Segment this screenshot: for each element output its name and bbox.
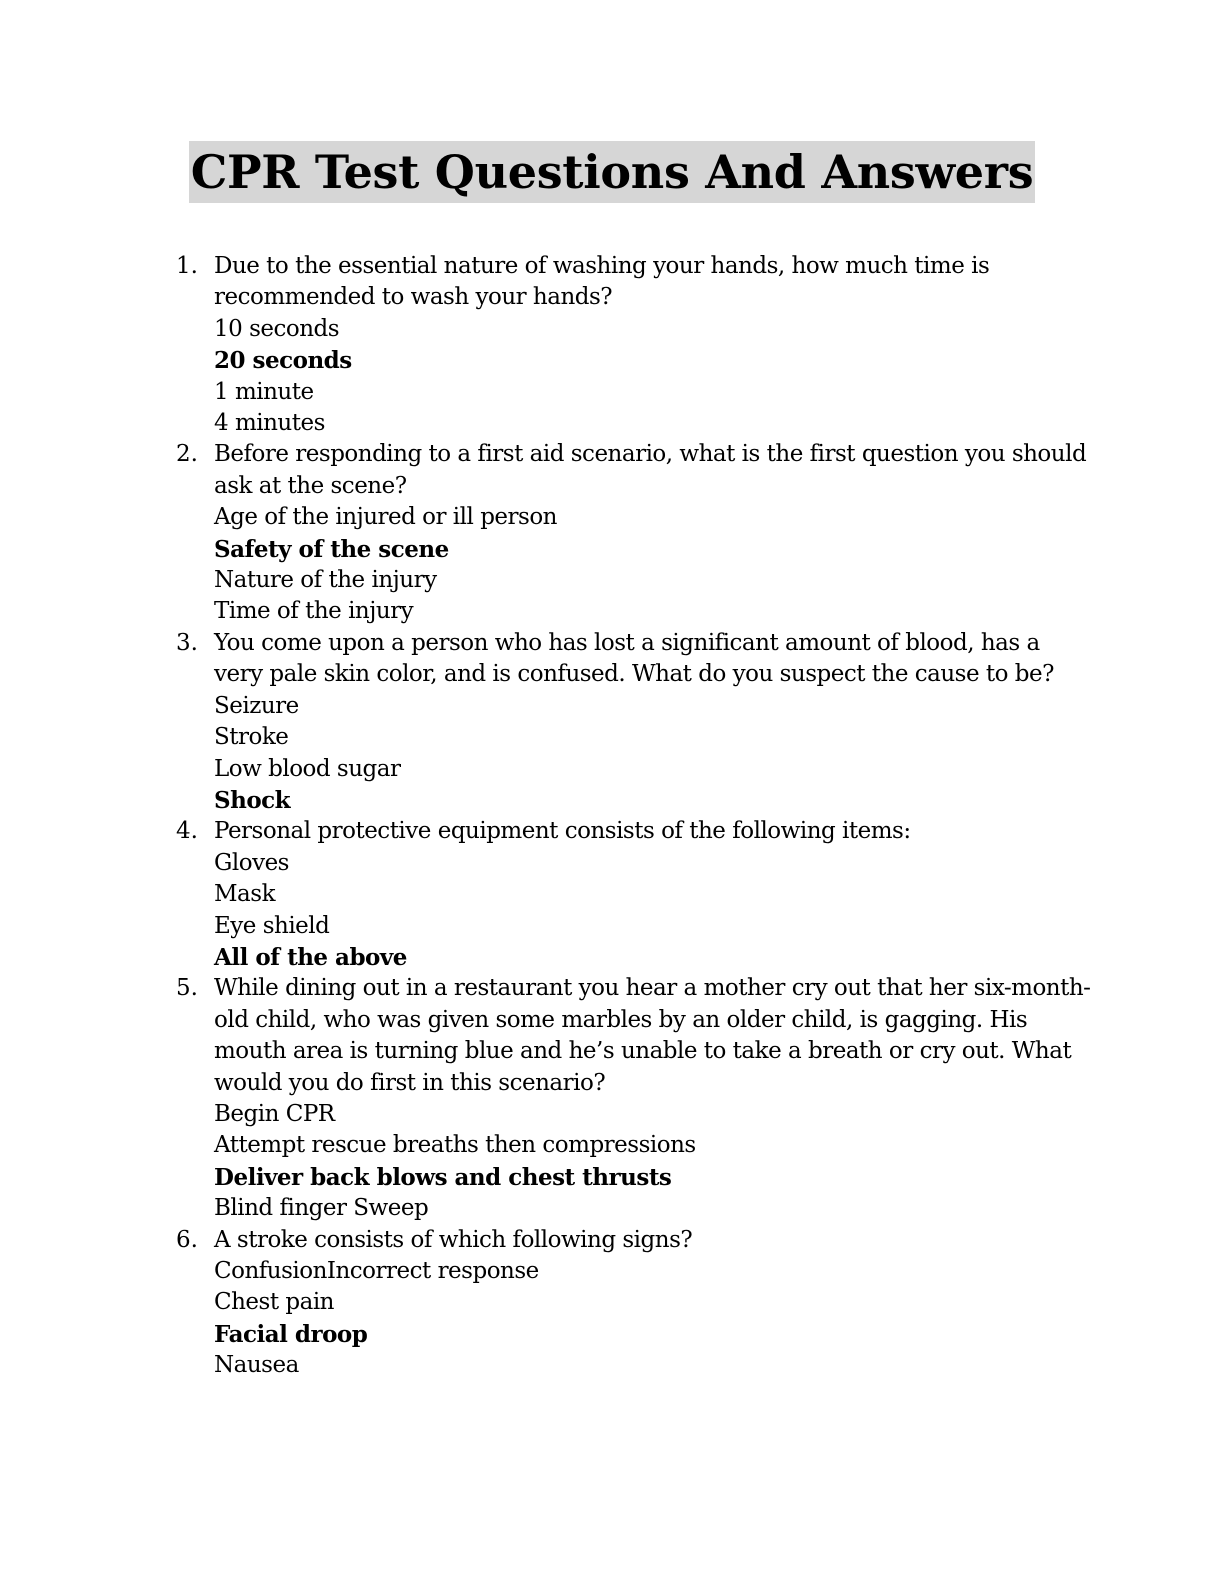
- answer-option: Chest pain: [214, 1289, 334, 1316]
- question-item: [176, 973, 1094, 1224]
- question-text: Before responding to a first aid scenario, what is the first question you should ask at the scene?: [214, 441, 1087, 499]
- title-container: [0, 141, 1224, 203]
- correct-answer: Safety of the scene: [214, 535, 449, 563]
- answer-option: Nature of the injury: [214, 567, 437, 594]
- question-text: Due to the essential nature of washing your hands, how much time is recommended to wash your hands?: [214, 253, 990, 311]
- correct-answer: Shock: [214, 786, 291, 814]
- question-text: A stroke consists of which following signs?: [214, 1226, 693, 1253]
- answer-option: 4 minutes: [214, 410, 325, 437]
- answer-option: 10 seconds: [214, 315, 340, 342]
- answer-option: ConfusionIncorrect response: [214, 1258, 539, 1284]
- question-number: 3.: [176, 629, 198, 656]
- answer-option: Seizure: [214, 692, 299, 719]
- document-title: CPR Test Questions And Answers: [189, 141, 1036, 203]
- answer-option: Mask: [214, 881, 276, 908]
- question-text: You come upon a person who has lost a significant amount of blood, has a very pale skin color, and is confused. What do you suspect the cause to be?: [214, 629, 1054, 688]
- question-number: 4.: [176, 818, 198, 845]
- answer-option: Attempt rescue breaths then compressions: [214, 1132, 696, 1159]
- question-number: 2.: [176, 441, 198, 468]
- answer-option: Low blood sugar: [214, 755, 401, 782]
- answer-option: Eye shield: [214, 912, 330, 939]
- answer-option: Time of the injury: [214, 598, 414, 625]
- answer-option: Age of the injured or ill person: [214, 504, 557, 531]
- answer-option: Nausea: [214, 1352, 299, 1379]
- question-number: 6.: [176, 1226, 198, 1253]
- answer-option: Gloves: [214, 849, 289, 876]
- correct-answer: Deliver back blows and chest thrusts: [214, 1163, 672, 1191]
- question-text: Personal protective equipment consists of the following items:: [214, 818, 911, 845]
- question-item: [176, 816, 1094, 973]
- question-item: [176, 628, 1094, 816]
- correct-answer: 20 seconds: [214, 347, 352, 375]
- answer-option: 1 minute: [214, 378, 314, 405]
- correct-answer: All of the above: [214, 943, 407, 971]
- question-item: [176, 439, 1094, 627]
- correct-answer: Facial droop: [214, 1320, 368, 1348]
- answer-option: Begin CPR: [214, 1100, 335, 1127]
- question-number: 1.: [176, 253, 198, 279]
- question-number: 5.: [176, 975, 198, 1002]
- question-list: [176, 251, 1094, 1382]
- question-item: [176, 1225, 1094, 1382]
- question-text: While dining out in a restaurant you hear a mother cry out that her six-month-old child, who was given some marbles by an older child, is gagging. His mouth area is turning blue and he’s unable to take a breath or cry out. What would you do first in this scenario?: [214, 975, 1091, 1096]
- answer-option: Stroke: [214, 724, 289, 751]
- question-item: [176, 251, 1094, 439]
- answer-option: Blind finger Sweep: [214, 1195, 429, 1222]
